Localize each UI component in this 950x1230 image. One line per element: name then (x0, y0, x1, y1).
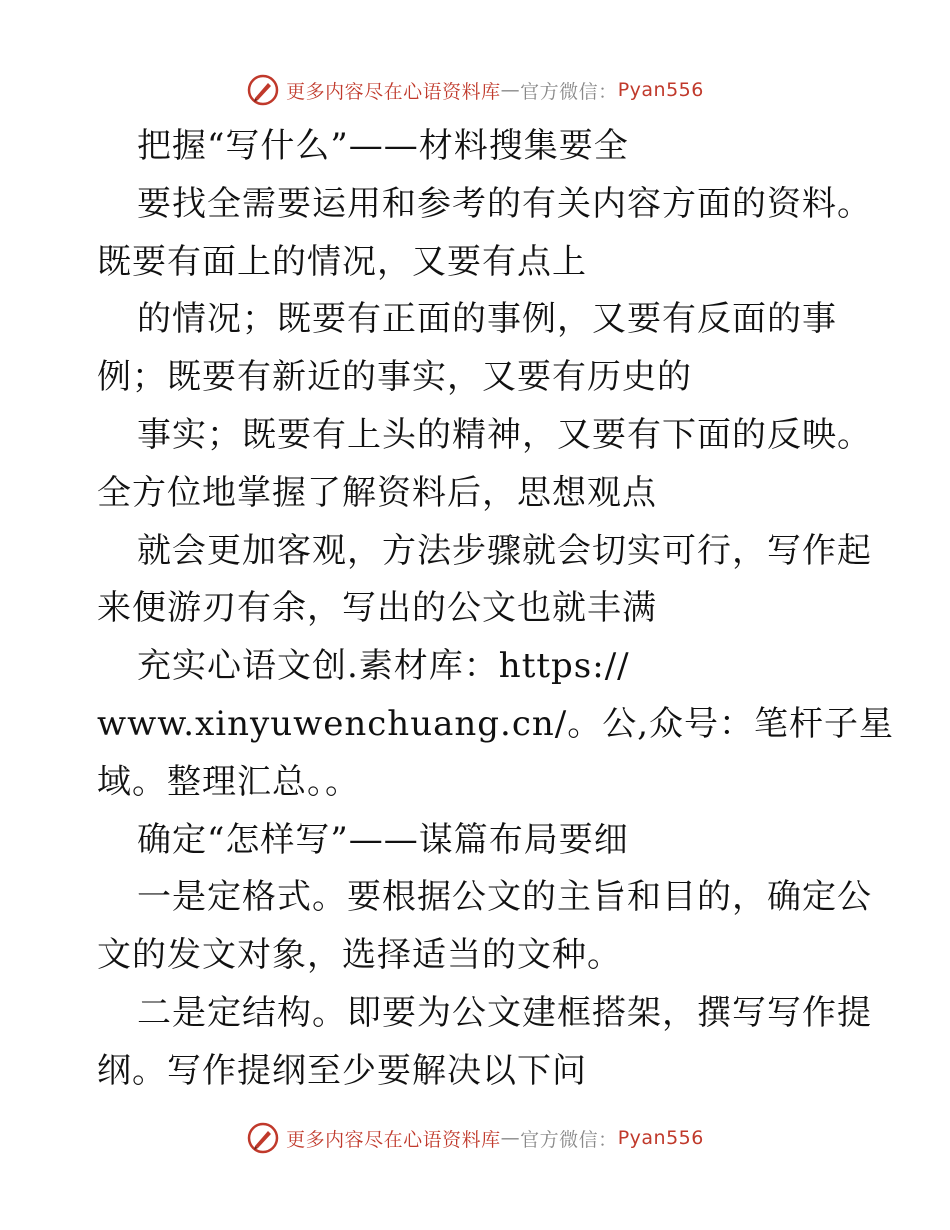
header-separator: — (500, 79, 521, 101)
text-line-2: 要找全需要运用和参考的有关内容方面的资料。 (137, 183, 872, 224)
text-line-16: 二是定结构。即要为公文建框搭架，撰写写作提 (137, 992, 872, 1033)
text-line-10: 充实心语文创.素材库：https:// (137, 646, 630, 687)
text-line-1: 把握“写什么”——材料搜集要全 (137, 126, 629, 166)
text-line-15: 文的发文对象，选择适当的文种。 (97, 935, 622, 976)
document-body (97, 118, 895, 1101)
text-line-13: 确定“怎样写”——谋篇布局要细 (137, 819, 629, 860)
pen-logo-icon (246, 73, 280, 107)
text-line-17: 纲。写作提纲至少要解决以下问 (97, 1050, 587, 1091)
footer-brand: 更多内容尽在心语资料库 (286, 1128, 501, 1151)
text-line-11: www.xinyuwenchuang.cn/。公,众号：笔杆子星 (97, 703, 895, 744)
text-line-4: 的情况；既要有正面的事例，又要有反面的事 (137, 299, 837, 340)
footer-channel: 官方微信： (520, 1128, 618, 1151)
header-channel: 官方微信： (520, 80, 618, 103)
text-line-9: 来便游刃有余，写出的公文也就丰满 (97, 588, 657, 629)
text-line-14: 一是定格式。要根据公文的主旨和目的，确定公 (137, 877, 872, 918)
footer-banner (0, 1118, 950, 1158)
header-brand: 更多内容尽在心语资料库 (286, 80, 501, 103)
text-line-12: 域。整理汇总。。 (97, 761, 360, 802)
pen-logo-icon (246, 1121, 280, 1155)
footer-separator: — (500, 1127, 521, 1149)
text-line-5: 例；既要有新近的事实，又要有历史的 (97, 357, 692, 398)
text-line-7: 全方位地掌握了解资料后，思想观点 (97, 472, 657, 513)
header-account: Pyan556 (617, 79, 704, 101)
text-line-8: 就会更加客观，方法步骤就会切实可行，写作起 (137, 530, 872, 571)
text-line-6: 事实；既要有上头的精神，又要有下面的反映。 (137, 414, 872, 455)
text-line-3: 既要有面上的情况，又要有点上 (97, 241, 587, 282)
footer-account: Pyan556 (617, 1127, 704, 1149)
header-banner (0, 70, 950, 110)
